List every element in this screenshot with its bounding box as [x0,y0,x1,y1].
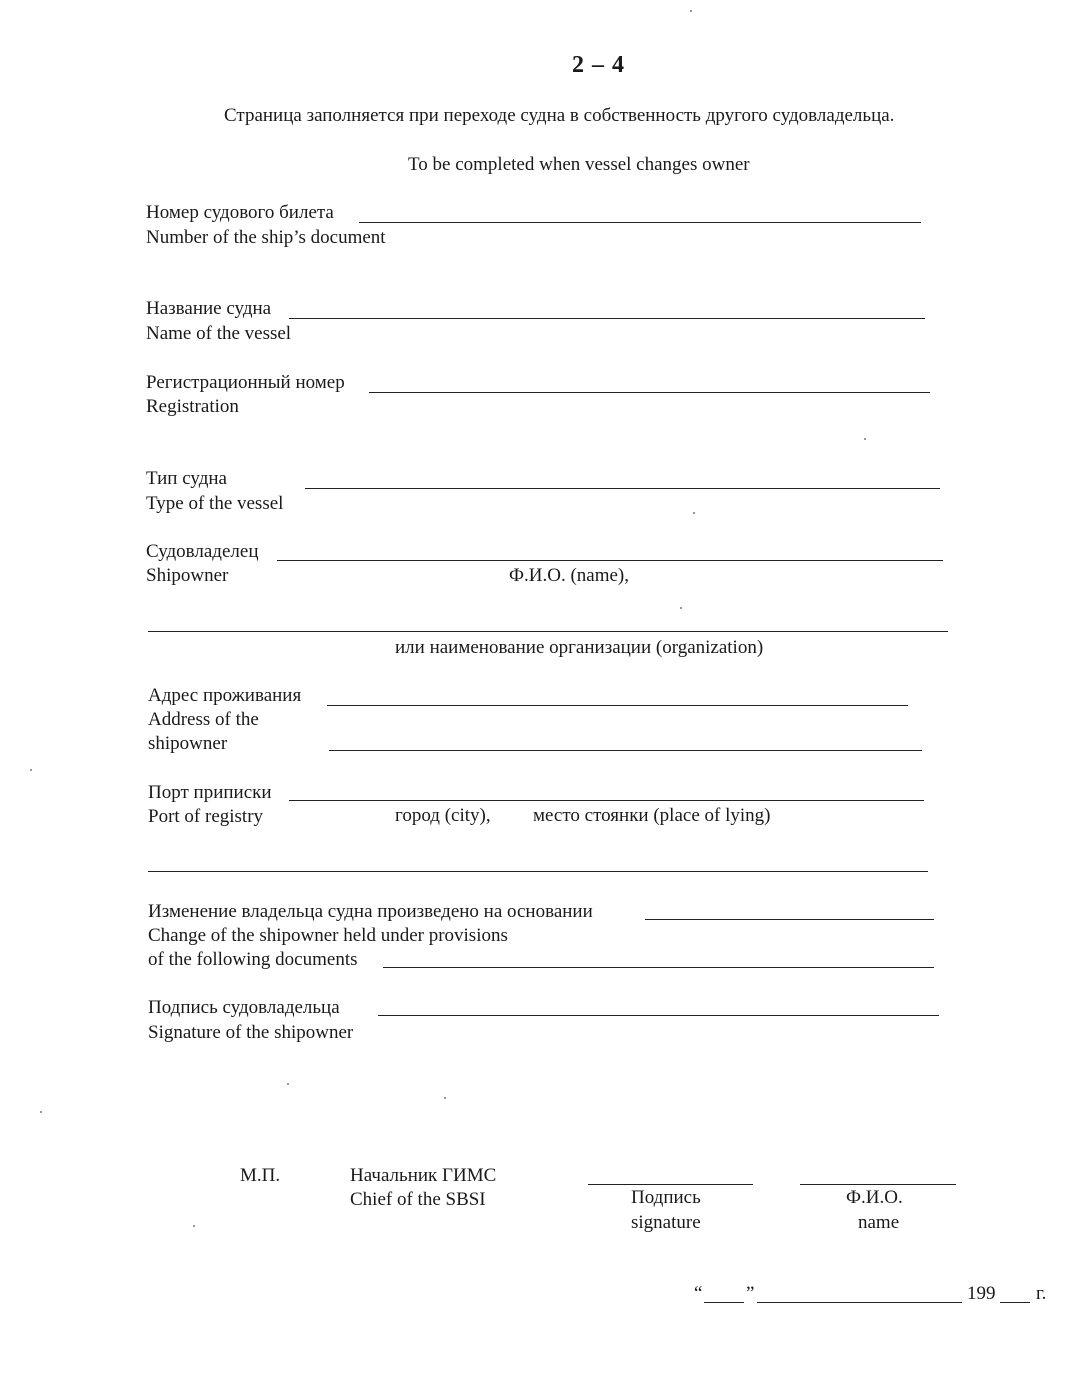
shipowner-name-hint: Ф.И.О. (name), [509,565,630,586]
date-day-field[interactable] [704,1302,744,1303]
scan-speck [40,1111,42,1113]
registration-label-en: Registration [146,396,239,417]
ship-document-field[interactable] [359,222,921,223]
chief-signature-field[interactable] [588,1184,753,1185]
port-label-ru: Порт приписки [148,782,272,803]
date-year-prefix: 199 [967,1283,996,1304]
scan-speck [864,438,866,440]
port-label-en: Port of registry [148,806,264,827]
chief-label-en: Chief of the SBSI [350,1189,486,1210]
vessel-type-field[interactable] [305,488,940,489]
organization-hint: или наименование организации (organization) [395,637,764,658]
port-place-hint: место стоянки (place of lying) [533,805,771,826]
seal-label: М.П. [240,1165,281,1186]
scan-speck [287,1083,289,1085]
scan-speck [30,769,32,771]
port-field[interactable] [289,800,924,801]
vessel-name-field[interactable] [289,318,925,319]
chief-label-ru: Начальник ГИМС [350,1165,497,1186]
shipowner-label-en: Shipowner [146,565,229,586]
chief-name-label-en: name [858,1212,900,1233]
page-number: 2 – 4 [572,52,625,78]
date-quote-close: ” [746,1283,755,1304]
address-label-en-2: shipowner [148,733,228,754]
port-field-2[interactable] [148,871,928,872]
chief-signature-label-ru: Подпись [631,1187,701,1208]
chief-signature-label-en: signature [631,1212,701,1233]
registration-field[interactable] [369,392,930,393]
shipowner-signature-field[interactable] [378,1015,939,1016]
port-city-hint: город (city), [395,805,491,826]
header-ru: Страница заполняется при переходе судна в собственность другого судовладельца. [224,105,895,126]
vessel-type-label-ru: Тип судна [146,468,227,489]
scan-speck [444,1097,446,1099]
vessel-name-label-en: Name of the vessel [146,323,292,344]
ship-document-label-ru: Номер судового билета [146,202,334,223]
change-documents-field[interactable] [383,967,934,968]
change-basis-label-en-2: of the following documents [148,949,358,970]
scan-speck [680,607,682,609]
address-field-2[interactable] [329,750,922,751]
address-label-en-1: Address of the [148,709,259,730]
shipowner-field[interactable] [277,560,943,561]
change-basis-label-ru: Изменение владельца судна произведено на основании [148,901,593,922]
date-year-field[interactable] [1000,1302,1030,1303]
change-basis-label-en-1: Change of the shipowner held under provisions [148,925,508,946]
scan-speck [193,1225,195,1227]
signature-label-en: Signature of the shipowner [148,1022,354,1043]
chief-name-field[interactable] [800,1184,956,1185]
date-month-field[interactable] [757,1302,962,1303]
vessel-name-label-ru: Название судна [146,298,272,319]
ship-document-label-en: Number of the ship’s document [146,227,386,248]
shipowner-label-ru: Судовладелец [146,541,259,562]
date-year-suffix: г. [1036,1283,1047,1304]
scan-speck [693,512,695,514]
scan-speck [690,10,692,12]
change-basis-field[interactable] [645,919,934,920]
organization-field[interactable] [148,631,948,632]
header-en: To be completed when vessel changes owner [408,154,750,175]
chief-name-label-ru: Ф.И.О. [846,1187,903,1208]
vessel-type-label-en: Type of the vessel [146,493,284,514]
registration-label-ru: Регистрационный номер [146,372,345,393]
address-field-1[interactable] [327,705,908,706]
address-label-ru: Адрес проживания [148,685,302,706]
date-quote-open: “ [694,1283,703,1304]
signature-label-ru: Подпись судовладельца [148,997,340,1018]
